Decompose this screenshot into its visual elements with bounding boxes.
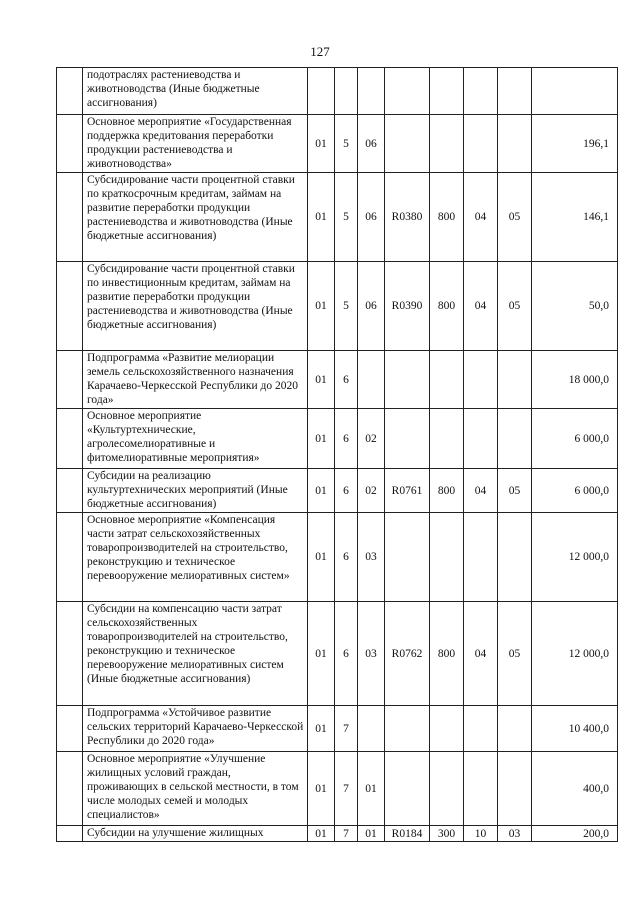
- row-code-c5: 800: [430, 262, 464, 351]
- row-code-c4: [385, 409, 430, 469]
- row-code-c4: R0762: [385, 602, 430, 706]
- row-code-c4: [385, 752, 430, 826]
- table-row: [57, 68, 618, 115]
- row-empty-cell: [57, 826, 83, 842]
- row-empty-cell: [57, 513, 83, 602]
- row-code-c2: 6: [335, 351, 358, 409]
- row-code-c6: 10: [464, 826, 498, 842]
- row-amount: 200,0: [532, 826, 618, 842]
- row-code-c5: [430, 706, 464, 752]
- row-code-c3: 06: [358, 173, 385, 262]
- row-name: Основное мероприятие «Культуртехнические, агролесомелиоративные и фитомелиоративные мероприятия»: [83, 409, 308, 469]
- row-code-c7: [498, 409, 532, 469]
- table-row: [57, 115, 618, 173]
- row-code-c2: 7: [335, 752, 358, 826]
- row-code-c1: [308, 68, 335, 115]
- row-code-c4: [385, 68, 430, 115]
- row-code-c7: [498, 68, 532, 115]
- row-code-c5: [430, 68, 464, 115]
- row-code-c7: 03: [498, 826, 532, 842]
- row-code-c6: 04: [464, 173, 498, 262]
- row-name: подотраслях растениеводства и животноводства (Иные бюджетные ассигнования): [83, 68, 308, 115]
- row-code-c4: R0380: [385, 173, 430, 262]
- row-name: Основное мероприятие «Компенсация части затрат сельскохозяйственных товаропроизводителей на строительство, реконструкцию и техническое перевооружение мелиоративных систем»: [83, 513, 308, 602]
- row-code-c4: [385, 513, 430, 602]
- row-code-c4: R0184: [385, 826, 430, 842]
- row-code-c5: 800: [430, 602, 464, 706]
- row-code-c4: [385, 115, 430, 173]
- row-amount: 12 000,0: [532, 513, 618, 602]
- row-code-c1: 01: [308, 752, 335, 826]
- row-code-c6: [464, 513, 498, 602]
- row-code-c3: 01: [358, 826, 385, 842]
- row-code-c2: [335, 68, 358, 115]
- row-code-c1: 01: [308, 469, 335, 513]
- row-empty-cell: [57, 706, 83, 752]
- row-code-c5: 300: [430, 826, 464, 842]
- row-code-c2: 7: [335, 706, 358, 752]
- table-row: [57, 602, 618, 706]
- row-code-c1: 01: [308, 706, 335, 752]
- row-code-c3: [358, 68, 385, 115]
- row-name: Субсидирование части процентной ставки по краткосрочным кредитам, займам на развитие переработки продукции растениеводства и животноводства (Иные бюджетные ассигнования): [83, 173, 308, 262]
- table-row: [57, 262, 618, 351]
- row-code-c2: 6: [335, 469, 358, 513]
- row-code-c3: 01: [358, 752, 385, 826]
- row-code-c6: 04: [464, 262, 498, 351]
- row-empty-cell: [57, 351, 83, 409]
- row-code-c7: [498, 513, 532, 602]
- table-row: [57, 409, 618, 469]
- row-empty-cell: [57, 115, 83, 173]
- row-code-c4: [385, 351, 430, 409]
- row-code-c1: 01: [308, 826, 335, 842]
- table-row: [57, 706, 618, 752]
- row-code-c6: [464, 115, 498, 173]
- row-code-c6: [464, 68, 498, 115]
- row-code-c2: 5: [335, 262, 358, 351]
- row-code-c3: [358, 351, 385, 409]
- table-row: [57, 469, 618, 513]
- row-amount: 6 000,0: [532, 469, 618, 513]
- row-name: Подпрограмма «Устойчивое развитие сельских территорий Карачаево-Черкесской Республики до 2020 года»: [83, 706, 308, 752]
- row-code-c6: 04: [464, 469, 498, 513]
- row-code-c5: 800: [430, 173, 464, 262]
- row-code-c3: [358, 706, 385, 752]
- row-code-c3: 02: [358, 409, 385, 469]
- row-amount: 196,1: [532, 115, 618, 173]
- budget-table: [56, 67, 618, 842]
- page-number: 127: [310, 44, 330, 59]
- row-empty-cell: [57, 752, 83, 826]
- row-name: Субсидирование части процентной ставки по инвестиционным кредитам, займам на развитие переработки продукции растениеводства и животноводства (Иные бюджетные ассигнования): [83, 262, 308, 351]
- row-code-c5: [430, 115, 464, 173]
- row-code-c5: [430, 409, 464, 469]
- row-name: Субсидии на реализацию культуртехнических мероприятий (Иные бюджетные ассигнования): [83, 469, 308, 513]
- row-code-c3: 02: [358, 469, 385, 513]
- table-row: [57, 351, 618, 409]
- row-empty-cell: [57, 262, 83, 351]
- row-name: Субсидии на улучшение жилищных: [83, 826, 308, 842]
- row-code-c7: 05: [498, 262, 532, 351]
- row-code-c3: 06: [358, 115, 385, 173]
- row-code-c3: 03: [358, 602, 385, 706]
- row-code-c2: 7: [335, 826, 358, 842]
- row-code-c7: 05: [498, 469, 532, 513]
- row-code-c1: 01: [308, 409, 335, 469]
- row-amount: 400,0: [532, 752, 618, 826]
- row-code-c1: 01: [308, 115, 335, 173]
- row-empty-cell: [57, 602, 83, 706]
- row-amount: 18 000,0: [532, 351, 618, 409]
- row-code-c7: [498, 706, 532, 752]
- row-code-c1: 01: [308, 262, 335, 351]
- row-name: Основное мероприятие «Улучшение жилищных условий граждан, проживающих в сельской местности, в том числе молодых семей и молодых специалистов»: [83, 752, 308, 826]
- row-empty-cell: [57, 68, 83, 115]
- row-code-c5: [430, 752, 464, 826]
- row-amount: 146,1: [532, 173, 618, 262]
- row-code-c1: 01: [308, 173, 335, 262]
- row-code-c5: [430, 351, 464, 409]
- row-empty-cell: [57, 173, 83, 262]
- row-code-c1: 01: [308, 602, 335, 706]
- row-amount: 50,0: [532, 262, 618, 351]
- row-code-c3: 03: [358, 513, 385, 602]
- row-code-c7: [498, 752, 532, 826]
- row-code-c6: [464, 752, 498, 826]
- row-amount: 12 000,0: [532, 602, 618, 706]
- row-code-c2: 5: [335, 173, 358, 262]
- row-code-c5: [430, 513, 464, 602]
- row-amount: 6 000,0: [532, 409, 618, 469]
- row-code-c5: 800: [430, 469, 464, 513]
- row-code-c3: 06: [358, 262, 385, 351]
- row-code-c7: 05: [498, 602, 532, 706]
- row-code-c6: [464, 409, 498, 469]
- table-row: [57, 173, 618, 262]
- row-code-c2: 5: [335, 115, 358, 173]
- row-code-c6: 04: [464, 602, 498, 706]
- row-code-c4: [385, 706, 430, 752]
- table-row: [57, 513, 618, 602]
- row-code-c1: 01: [308, 351, 335, 409]
- row-name: Подпрограмма «Развитие мелиорации земель сельскохозяйственного назначения Карачаево-Черкесской Республики до 2020 года»: [83, 351, 308, 409]
- row-code-c2: 6: [335, 602, 358, 706]
- row-code-c7: [498, 351, 532, 409]
- row-code-c4: R0390: [385, 262, 430, 351]
- row-empty-cell: [57, 469, 83, 513]
- row-code-c4: R0761: [385, 469, 430, 513]
- row-code-c6: [464, 706, 498, 752]
- row-name: Субсидии на компенсацию части затрат сельскохозяйственных товаропроизводителей на строительство, реконструкцию и техническое перевооружение мелиоративных систем (Иные бюджетные ассигнования): [83, 602, 308, 706]
- table-row: [57, 752, 618, 826]
- row-code-c7: [498, 115, 532, 173]
- row-code-c6: [464, 351, 498, 409]
- table-body: [57, 68, 618, 842]
- row-amount: [532, 68, 618, 115]
- row-code-c2: 6: [335, 513, 358, 602]
- row-amount: 10 400,0: [532, 706, 618, 752]
- row-empty-cell: [57, 409, 83, 469]
- row-code-c7: 05: [498, 173, 532, 262]
- row-name: Основное мероприятие «Государственная поддержка кредитования переработки продукции растениеводства и животноводства»: [83, 115, 308, 173]
- row-code-c2: 6: [335, 409, 358, 469]
- row-code-c1: 01: [308, 513, 335, 602]
- table-row: [57, 826, 618, 842]
